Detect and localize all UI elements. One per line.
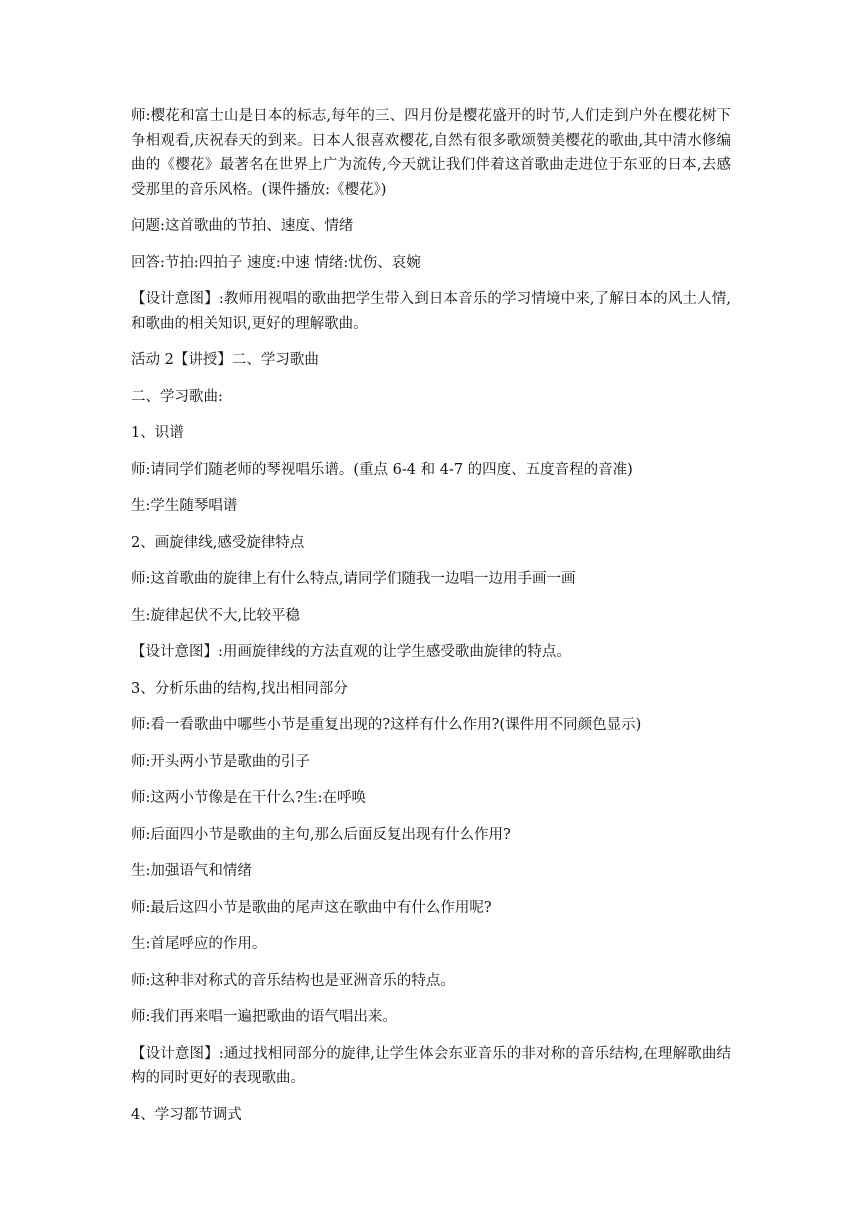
section-heading-learn-song: 二、学习歌曲: (131, 388, 223, 405)
step-heading-4: 4、学习都节调式 (131, 1106, 242, 1123)
paragraph-teacher-intro-bars: 师:开头两小节是歌曲的引子 (131, 753, 310, 770)
paragraph-design-intent-1: 【设计意图】:教师用视唱的歌曲把学生带入到日本音乐的学习情境中来,了解日本的风土人情,和歌曲的相关知识,更好的理解歌曲。 (131, 291, 731, 332)
paragraph-teacher-melody: 师:这首歌曲的旋律上有什么特点,请同学们随我一边唱一边用手画一画 (131, 571, 576, 587)
paragraph-activity-2: 活动 2【讲授】二、学习歌曲 (131, 352, 319, 368)
paragraph-design-intent-2: 【设计意图】:用画旋律线的方法直观的让学生感受歌曲旋律的特点。 (131, 644, 571, 660)
step-heading-1: 1、识谱 (131, 425, 184, 441)
paragraph-student-sing: 生:学生随琴唱谱 (131, 498, 238, 514)
paragraph-teacher-repeat: 师:看一看歌曲中哪些小节是重复出现的?这样有什么作用?(课件用不同颜色显示) (131, 717, 642, 733)
paragraph-student-melody: 生:旋律起伏不大,比较平稳 (131, 607, 300, 624)
paragraph-student-emphasis: 生:加强语气和情绪 (131, 863, 252, 879)
paragraph-teacher-calling: 师:这两小节像是在干什么?生:在呼唤 (131, 790, 367, 806)
paragraph-intro: 师:樱花和富士山是日本的标志,每年的三、四月份是樱花盛开的时节,人们走到户外在樱花树下争相观看,庆祝春天的到来。日本人很喜欢樱花,自然有很多歌颂赞美樱花的歌曲,其中清水修编曲的《樱花》最著名在世界上广为流传,今天就让我们伴着这首歌曲走进位于东亚的日本,去感受那里的音乐风格。(课件播放:《樱花》) (131, 108, 731, 198)
paragraph-design-intent-3: 【设计意图】:通过找相同部分的旋律,让学生体会东亚音乐的非对称的音乐结构,在理解歌曲结构的同时更好的表现歌曲。 (131, 1045, 731, 1086)
paragraph-teacher-ending: 师:最后这四小节是歌曲的尾声这在歌曲中有什么作用呢? (131, 899, 492, 916)
paragraph-teacher-sing-again: 师:我们再来唱一遍把歌曲的语气唱出来。 (131, 1009, 397, 1025)
paragraph-question: 问题:这首歌曲的节拍、速度、情绪 (131, 218, 354, 234)
paragraph-answer: 回答:节拍:四拍子 速度:中速 情绪:忧伤、哀婉 (131, 254, 421, 271)
paragraph-teacher-sight-sing: 师:请同学们随老师的琴视唱乐谱。(重点 6-4 和 4-7 的四度、五度音程的音准) (131, 461, 633, 478)
paragraph-student-echo: 生:首尾呼应的作用。 (131, 936, 267, 952)
paragraph-teacher-asymmetric: 师:这种非对称式的音乐结构也是亚洲音乐的特点。 (131, 972, 455, 989)
step-heading-2: 2、画旋律线,感受旋律特点 (131, 534, 305, 551)
step-heading-3: 3、分析乐曲的结构,找出相同部分 (131, 680, 348, 697)
document-body (131, 104, 731, 1139)
paragraph-teacher-main-phrase: 师:后面四小节是歌曲的主句,那么后面反复出现有什么作用? (131, 826, 511, 843)
